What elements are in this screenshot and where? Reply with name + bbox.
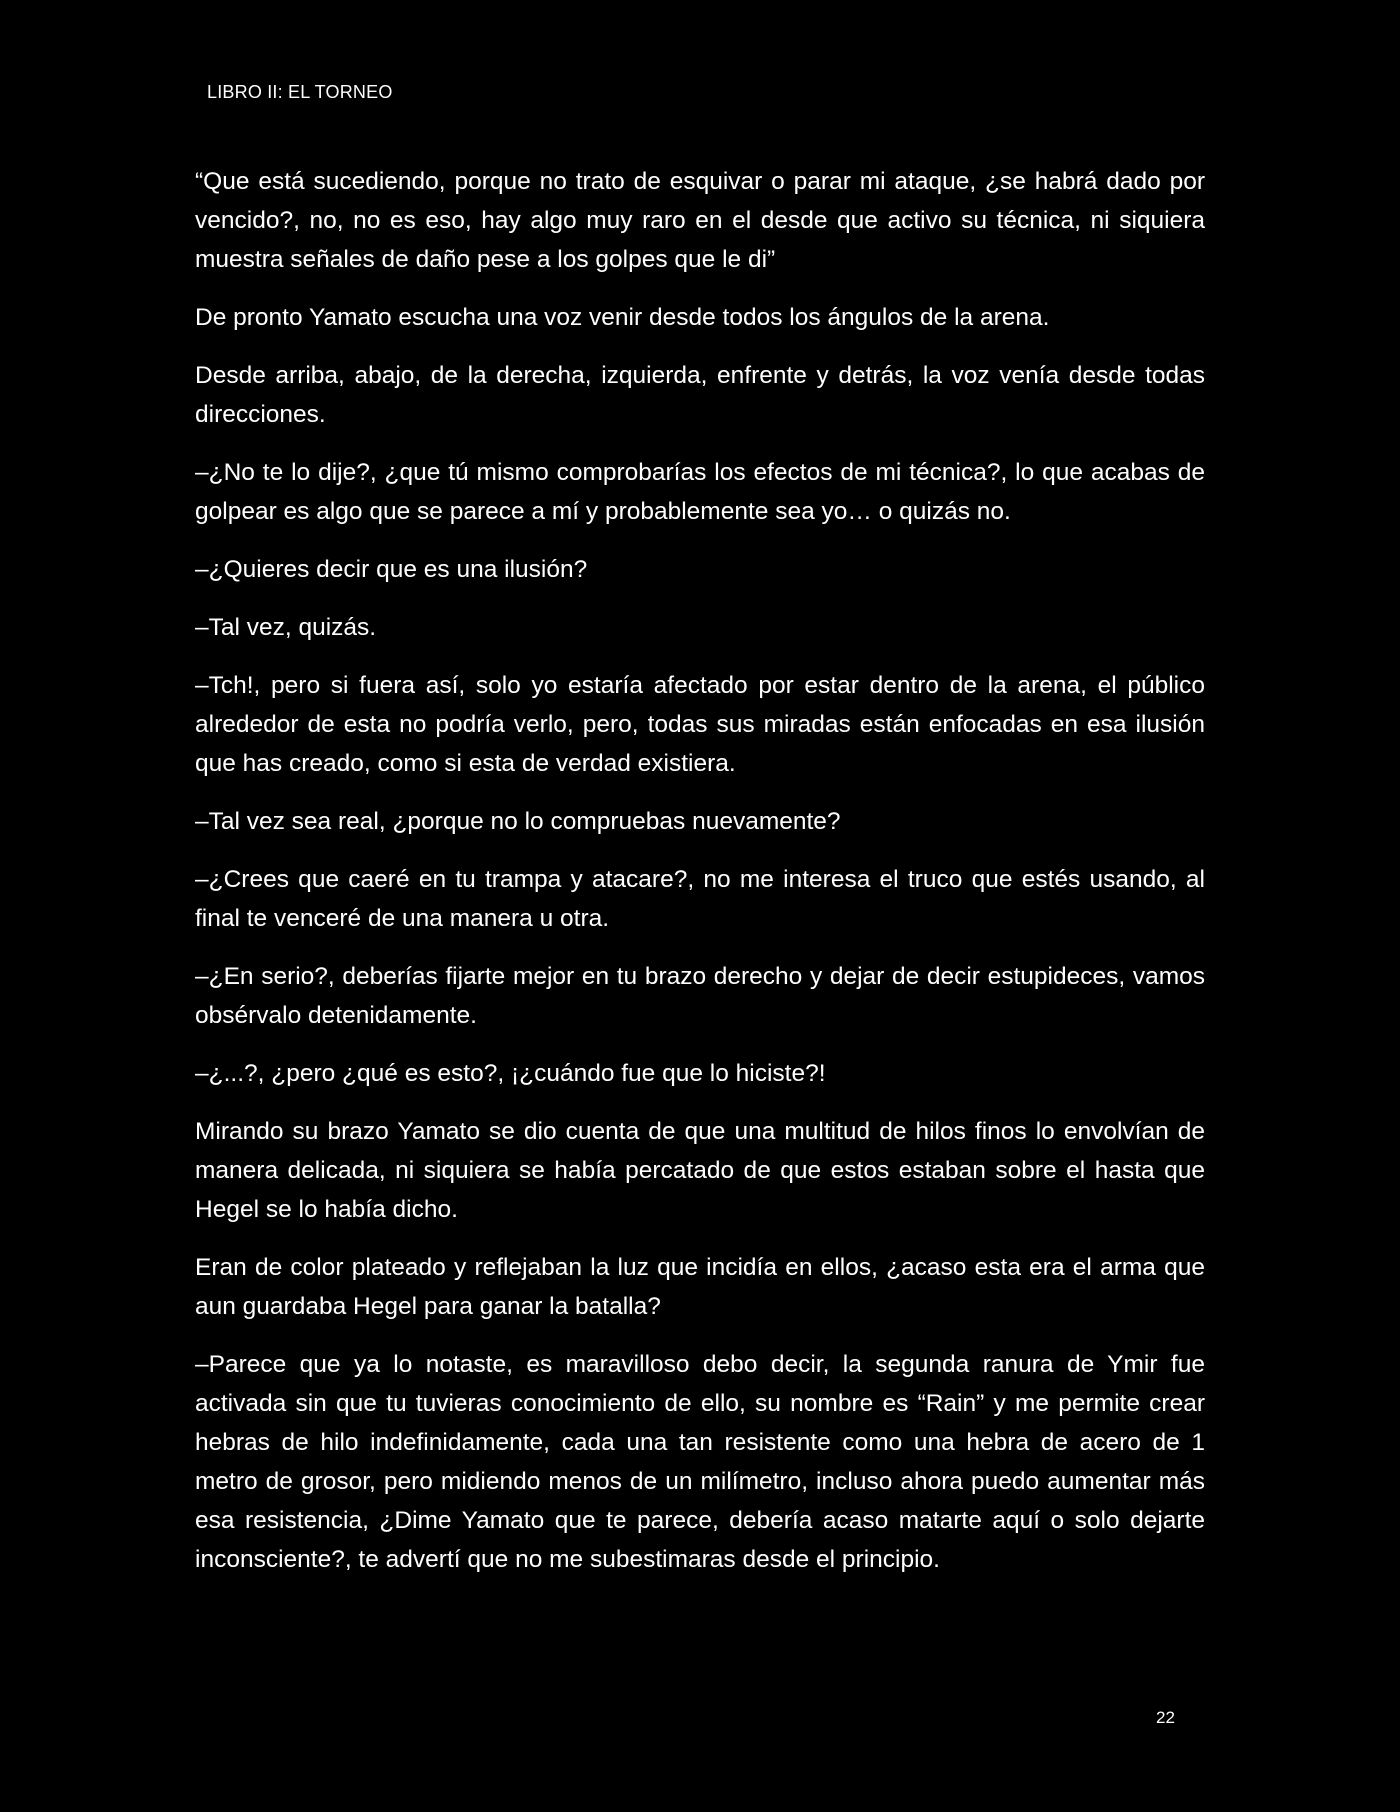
paragraph: –Tal vez sea real, ¿porque no lo compruebas nuevamente? — [195, 808, 841, 835]
paragraph: Mirando su brazo Yamato se dio cuenta de que una multitud de hilos finos lo envolvían de manera delicada, ni siquiera se había percatado de que estos estaban sobre el hasta que Hegel se lo había dicho. — [195, 1118, 1205, 1223]
paragraph: –¿Crees que caeré en tu trampa y atacare?, no me interesa el truco que estés usando, al final te venceré de una manera u otra. — [195, 866, 1205, 932]
body-text — [195, 162, 1205, 1598]
paragraph: –Parece que ya lo notaste, es maravilloso debo decir, la segunda ranura de Ymir fue activada sin que tu tuvieras conocimiento de ello, su nombre es “Rain” y me permite crear hebras de hilo indefinidamente, cada una tan resistente como una hebra de acero de 1 metro de grosor, pero midiendo menos de un milímetro, incluso ahora puedo aumentar más esa resistencia, ¿Dime Yamato que te parece, debería acaso matarte aquí o solo dejarte inconsciente?, te advertí que no me subestimaras desde el principio. — [195, 1351, 1205, 1573]
paragraph: Eran de color plateado y reflejaban la luz que incidía en ellos, ¿acaso esta era el arma que aun guardaba Hegel para ganar la batalla? — [195, 1254, 1205, 1320]
paragraph: –Tch!, pero si fuera así, solo yo estaría afectado por estar dentro de la arena, el público alrededor de esta no podría verlo, pero, todas sus miradas están enfocadas en esa ilusión que has creado, como si esta de verdad existiera. — [195, 672, 1205, 777]
paragraph: De pronto Yamato escucha una voz venir desde todos los ángulos de la arena. — [195, 304, 1050, 331]
paragraph: –¿...?, ¿pero ¿qué es esto?, ¡¿cuándo fue que lo hiciste?! — [195, 1060, 826, 1087]
paragraph: “Que está sucediendo, porque no trato de esquivar o parar mi ataque, ¿se habrá dado por vencido?, no, no es eso, hay algo muy raro en el desde que activo su técnica, ni siquiera muestra señales de daño pese a los golpes que le di” — [195, 168, 1205, 273]
paragraph: –Tal vez, quizás. — [195, 614, 377, 641]
paragraph: Desde arriba, abajo, de la derecha, izquierda, enfrente y detrás, la voz venía desde todas direcciones. — [195, 362, 1205, 428]
paragraph: –¿No te lo dije?, ¿que tú mismo comprobarías los efectos de mi técnica?, lo que acabas de golpear es algo que se parece a mí y probablemente sea yo… o quizás no. — [195, 459, 1205, 525]
paragraph: –¿En serio?, deberías fijarte mejor en tu brazo derecho y dejar de decir estupideces, vamos obsérvalo detenidamente. — [195, 963, 1205, 1029]
page-number: 22 — [1156, 1708, 1175, 1727]
paragraph: –¿Quieres decir que es una ilusión? — [195, 556, 588, 583]
running-header: LIBRO II: EL TORNEO — [207, 82, 393, 102]
